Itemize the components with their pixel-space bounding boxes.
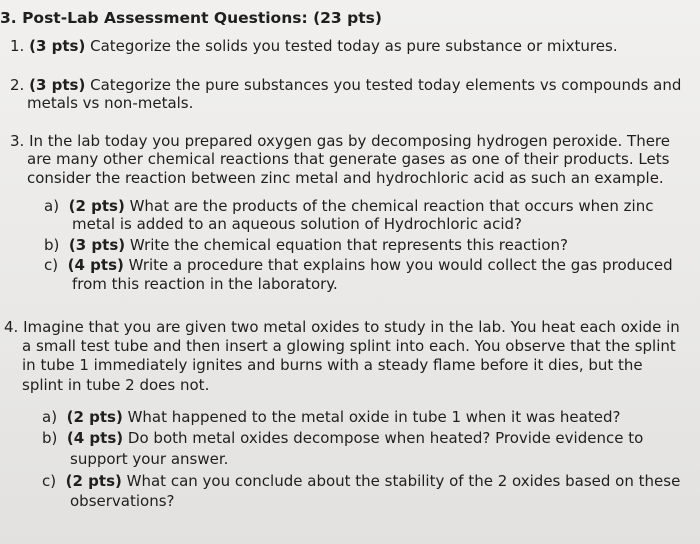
question-number: 3.: [10, 132, 25, 150]
subquestion-text: What are the products of the chemical reaction that occurs when zinc: [129, 197, 654, 215]
subquestion-label: c): [42, 472, 57, 490]
question-4c-line-2: observations?: [70, 492, 175, 510]
subquestion-label: c): [44, 256, 59, 274]
question-4c: [42, 472, 680, 490]
question-4-line-3: in tube 1 immediately ignites and burns with a steady flame before it dies, but the: [22, 356, 643, 374]
question-number: 4.: [4, 318, 19, 336]
subquestion-text: What happened to the metal oxide in tube 1 when it was heated?: [127, 408, 621, 426]
question-2-line-2: metals vs non-metals.: [27, 94, 194, 112]
question-text: Imagine that you are given two metal oxides to study in the lab. You heat each oxide in: [23, 318, 680, 336]
question-4-line-4: splint in tube 2 does not.: [22, 376, 210, 394]
points-label: (2 pts): [68, 197, 125, 215]
question-3a: [44, 197, 653, 215]
subquestion-text: What can you conclude about the stability of the 2 oxides based on these: [126, 472, 681, 490]
points-label: (3 pts): [29, 37, 86, 55]
question-text: Categorize the solids you tested today as pure substance or mixtures.: [90, 37, 618, 55]
points-label: (2 pts): [65, 472, 122, 490]
question-number: 2.: [10, 76, 25, 94]
points-label: (4 pts): [67, 256, 124, 274]
subquestion-text: Do both metal oxides decompose when heated? Provide evidence to: [127, 429, 644, 447]
question-1: [10, 37, 618, 55]
section-heading: 3. Post-Lab Assessment Questions: (23 pts): [0, 9, 382, 27]
question-3-line-3: consider the reaction between zinc metal and hydrochloric acid as such an example.: [27, 169, 664, 187]
question-4a: [42, 408, 620, 426]
subquestion-text: Write the chemical equation that represents this reaction?: [129, 236, 568, 254]
points-label: (2 pts): [66, 408, 123, 426]
question-4: [4, 318, 680, 336]
question-3c: [44, 256, 673, 274]
question-2: [10, 76, 681, 94]
points-label: (4 pts): [66, 429, 124, 447]
question-4b-line-2: support your answer.: [70, 450, 229, 468]
points-label: (3 pts): [68, 236, 126, 254]
question-4-line-2: a small test tube and then insert a glowing splint into each. You observe that the splint: [22, 337, 676, 355]
subquestion-label: b): [42, 429, 58, 447]
question-3-line-2: are many other chemical reactions that generate gases as one of their products. Lets: [27, 150, 670, 168]
question-3: [10, 132, 670, 150]
subquestion-label: b): [44, 236, 60, 254]
question-4b: [42, 429, 643, 447]
subquestion-label: a): [42, 408, 58, 426]
question-text: Categorize the pure substances you tested today elements vs compounds and: [90, 76, 682, 94]
subquestion-text: Write a procedure that explains how you would collect the gas produced: [128, 256, 673, 274]
question-3b: [44, 236, 568, 254]
points-label: (3 pts): [29, 76, 86, 94]
question-number: 1.: [10, 37, 25, 55]
subquestion-label: a): [44, 197, 60, 215]
question-text: In the lab today you prepared oxygen gas by decomposing hydrogen peroxide. There: [29, 132, 670, 150]
question-3a-line-2: metal is added to an aqueous solution of Hydrochloric acid?: [72, 215, 522, 233]
question-3c-line-2: from this reaction in the laboratory.: [72, 275, 338, 293]
